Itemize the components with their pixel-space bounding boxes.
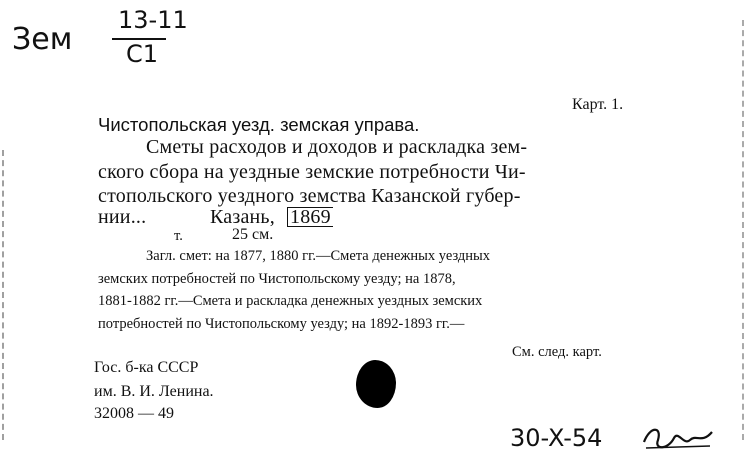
card-number: Карт. 1. (572, 96, 624, 113)
handwritten-signature (640, 420, 720, 454)
card-edge-right (742, 20, 746, 440)
library-line-2: им. В. И. Ленина. (94, 383, 214, 400)
handwritten-fraction-top: 13-11 (118, 6, 188, 34)
imprint-lead: нии... (98, 206, 147, 228)
note-line-3: 1881-1882 гг.—Смета и раскладка денежных уездных земских (98, 293, 483, 309)
title-line-3: стопольского уездного земства Казанской губер- (98, 185, 521, 207)
card-edge-left (2, 150, 6, 440)
handwritten-date-note: 30-X-54 (510, 424, 603, 452)
handwritten-fraction-bottom: C1 (126, 40, 159, 68)
handwritten-prefix: Зем (12, 22, 73, 57)
title-line-2: ского сбора на уездные земские потребности Чи- (98, 161, 526, 183)
physical-size: 25 см. (232, 226, 274, 243)
imprint-place: Казань, (210, 206, 275, 228)
note-line-2: земских потребностей по Чистопольскому уезду; на 1878, (98, 271, 456, 287)
note-line-1: Загл. смет: на 1877, 1880 гг.—Смета денежных уездных (146, 248, 491, 264)
ink-blot (356, 360, 396, 408)
library-line-3: 32008 — 49 (94, 405, 174, 422)
see-next-card: См. след. карт. (512, 344, 602, 360)
imprint-year: 1869 (287, 207, 333, 227)
imprint-year-bracket (287, 206, 333, 229)
library-line-1: Гос. б-ка СССР (94, 359, 199, 376)
note-line-4: потребностей по Чистопольскому уезду; на 1892-1893 гг.— (98, 316, 465, 332)
title-line-1: Сметы расходов и доходов и раскладка зем- (146, 136, 528, 158)
physical-volumes: т. (174, 228, 183, 244)
author-heading: Чистопольская уезд. земская управа. (98, 114, 420, 135)
